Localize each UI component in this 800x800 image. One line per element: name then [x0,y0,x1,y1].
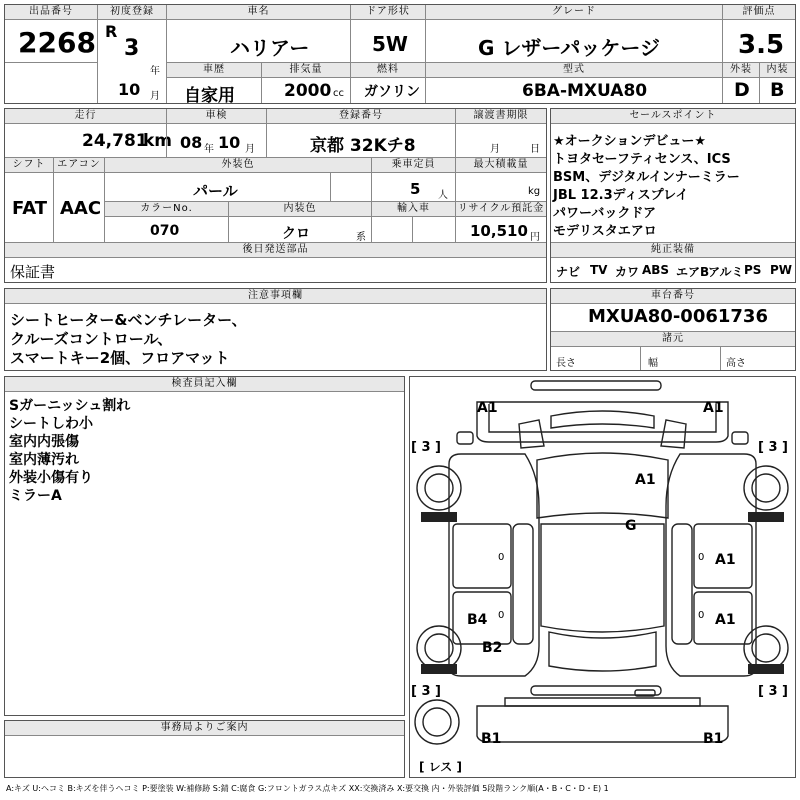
sales-line: トヨタセーフティセンス、ICS [553,152,731,167]
grade-header: グレード [426,5,722,20]
inspector-header: 検査員記入欄 [5,377,404,392]
car-name-header: 車名 [167,5,350,20]
mileage-unit: km [143,131,173,151]
tire-rear-right: [ 3 ] [758,684,788,699]
score: 3.5 [738,30,785,60]
equip-ps: PS [744,263,762,277]
import-header: 輸入車 [372,202,455,217]
caution-line: シートヒーター&ベンチレーター、 [10,311,247,329]
inspection-year: 08 [180,133,203,152]
mark-rear-left: B1 [481,731,502,747]
era: R [105,22,118,41]
height-label: 高さ [726,358,746,369]
mileage-header: 走行 [5,109,166,124]
equip-abs: ABS [642,263,670,277]
mark-left-quarter: B2 [482,640,503,656]
tire-front-left: [ 3 ] [411,440,441,455]
sales-line: パワーバックドア [553,206,656,221]
mark-roof: A1 [635,472,656,488]
later-parts: 保証書 [10,263,56,281]
ext-color-header: 外装色 [105,158,371,173]
caution-line: スマートキー2個、フロアマット [10,349,230,367]
ac: AAC [60,198,102,219]
inspector-line: 室内薄汚れ [9,452,79,468]
capacity-unit: 人 [438,190,448,201]
caution-header: 注意事項欄 [5,289,546,304]
tire-front-right: [ 3 ] [758,440,788,455]
sales-line: JBL 12.3ディスプレイ [553,188,689,203]
inspector-line: 外装小傷有り [9,470,93,486]
first-reg-header: 初度登録 [98,5,166,20]
max-load-unit: kg [528,186,541,197]
capacity-header: 乗車定員 [372,158,455,173]
transfer-day-unit: 日 [530,144,540,155]
inspector-line: 室内内張傷 [9,434,79,450]
mark-right-fender-front: A1 [715,552,736,568]
mark-front-left: A1 [477,400,498,416]
equip-tv: TV [590,263,608,277]
chassis-header: 車台番号 [551,289,795,304]
history: 自家用 [184,86,235,106]
interior-header: 内装 [760,63,795,78]
first-reg-year: 3 [124,36,140,61]
capacity: 5 [410,180,421,198]
inspection-year-unit: 年 [204,144,214,155]
max-load-header: 最大積載量 [456,158,546,173]
mileage: 24,781 [82,131,148,151]
ext-color: パール [193,182,238,200]
reg-no: 京都 32Kチ8 [310,136,416,156]
shift-header: シフト [5,158,53,173]
length-label: 長さ [556,358,576,369]
ac-header: エアコン [54,158,104,173]
legend-footer: A:キズ U:ヘコミ B:キズを伴うヘコミ P:要塗装 W:補修跡 S:錆 C:腐食 G:フロントガラス点キズ XX:交換済み X:要交換 内・外装評価 5段階ランク順(A・B・C・D・E) 1 [6,784,609,793]
equip-navi: ナビ [556,265,581,279]
transfer-month-unit: 月 [490,144,500,155]
shift: FAT [12,198,48,219]
fuel: ガソリン [364,84,420,100]
chassis-no: MXUA80-0061736 [588,306,768,327]
fuel-header: 燃料 [351,63,425,78]
mark-right-door-rear-zero: 0 [698,610,705,621]
reg-no-header: 登録番号 [267,109,455,124]
sales-line: モデリスタエアロ [553,224,657,239]
inspector-line: Sガーニッシュ割れ [9,398,131,414]
lot-no-header: 出品番号 [5,5,97,20]
spec-header: 諸元 [551,332,795,347]
door-header: ドア形状 [351,5,425,20]
equip-pw: PW [770,263,793,277]
exterior-header: 外装 [723,63,759,78]
mark-front-right: A1 [703,400,724,416]
year-unit: 年 [150,66,160,77]
mark-windshield: G [625,518,637,534]
tire-rear-left: [ 3 ] [411,684,441,699]
sales-line: ★オークションデビュー★ [553,134,707,149]
inspector-line: シートしわ小 [9,416,93,432]
door-type: 5W [372,32,408,56]
equip-airbag: エアB [676,265,710,279]
inspection-month-unit: 月 [245,144,255,155]
office-header: 事務局よりご案内 [5,721,404,736]
int-color: クロ [282,226,310,242]
caution-line: クルーズコントロール、 [10,330,173,348]
interior-grade: B [770,79,785,101]
month-unit: 月 [150,91,160,102]
mark-right-door-rear: A1 [715,612,736,628]
color-no: 070 [150,223,180,239]
recycle-header: リサイクル預託金 [456,202,546,217]
color-no-header: カラーNo. [105,202,228,217]
int-color-header: 内装色 [229,202,371,217]
spare-tire: [ レス ] [419,760,462,774]
recycle-unit: 円 [530,232,540,243]
exterior-grade: D [734,79,750,101]
inspector-line: ミラーA [9,488,62,504]
inspection-month: 10 [218,133,241,152]
mark-right-door-front: 0 [698,552,705,563]
sales-point-header: セールスポイント [551,109,795,124]
width-label: 幅 [648,358,658,369]
displacement-unit: cc [333,88,344,99]
car-diagram [409,376,796,778]
later-parts-header: 後日発送部品 [5,243,546,258]
mark-left-door-rear: B4 [467,612,488,628]
sales-line: BSM、デジタルインナーミラー [553,170,740,185]
lot-no: 2268 [18,26,96,59]
equip-alloy: アルミ [708,265,744,279]
mark-rear-right: B1 [703,731,724,747]
grade: G レザーパッケージ [478,36,660,60]
equipment-header: 純正装備 [551,243,795,258]
displacement-header: 排気量 [262,63,350,78]
inspection-header: 車検 [167,109,266,124]
score-header: 評価点 [723,5,795,20]
model: 6BA-MXUA80 [522,81,648,101]
equip-leather: カワ [615,265,640,279]
int-color-unit: 系 [356,232,366,243]
recycle: 10,510 [470,222,528,240]
mark-left-door-rear-zero: 0 [498,610,505,621]
car-name: ハリアー [230,36,310,60]
history-header: 車歴 [167,63,261,78]
mark-left-door-front: 0 [498,552,505,563]
first-reg-month: 10 [118,80,141,99]
transfer-header: 譲渡書期限 [456,109,546,124]
displacement: 2000 [284,81,332,101]
model-header: 型式 [426,63,722,78]
